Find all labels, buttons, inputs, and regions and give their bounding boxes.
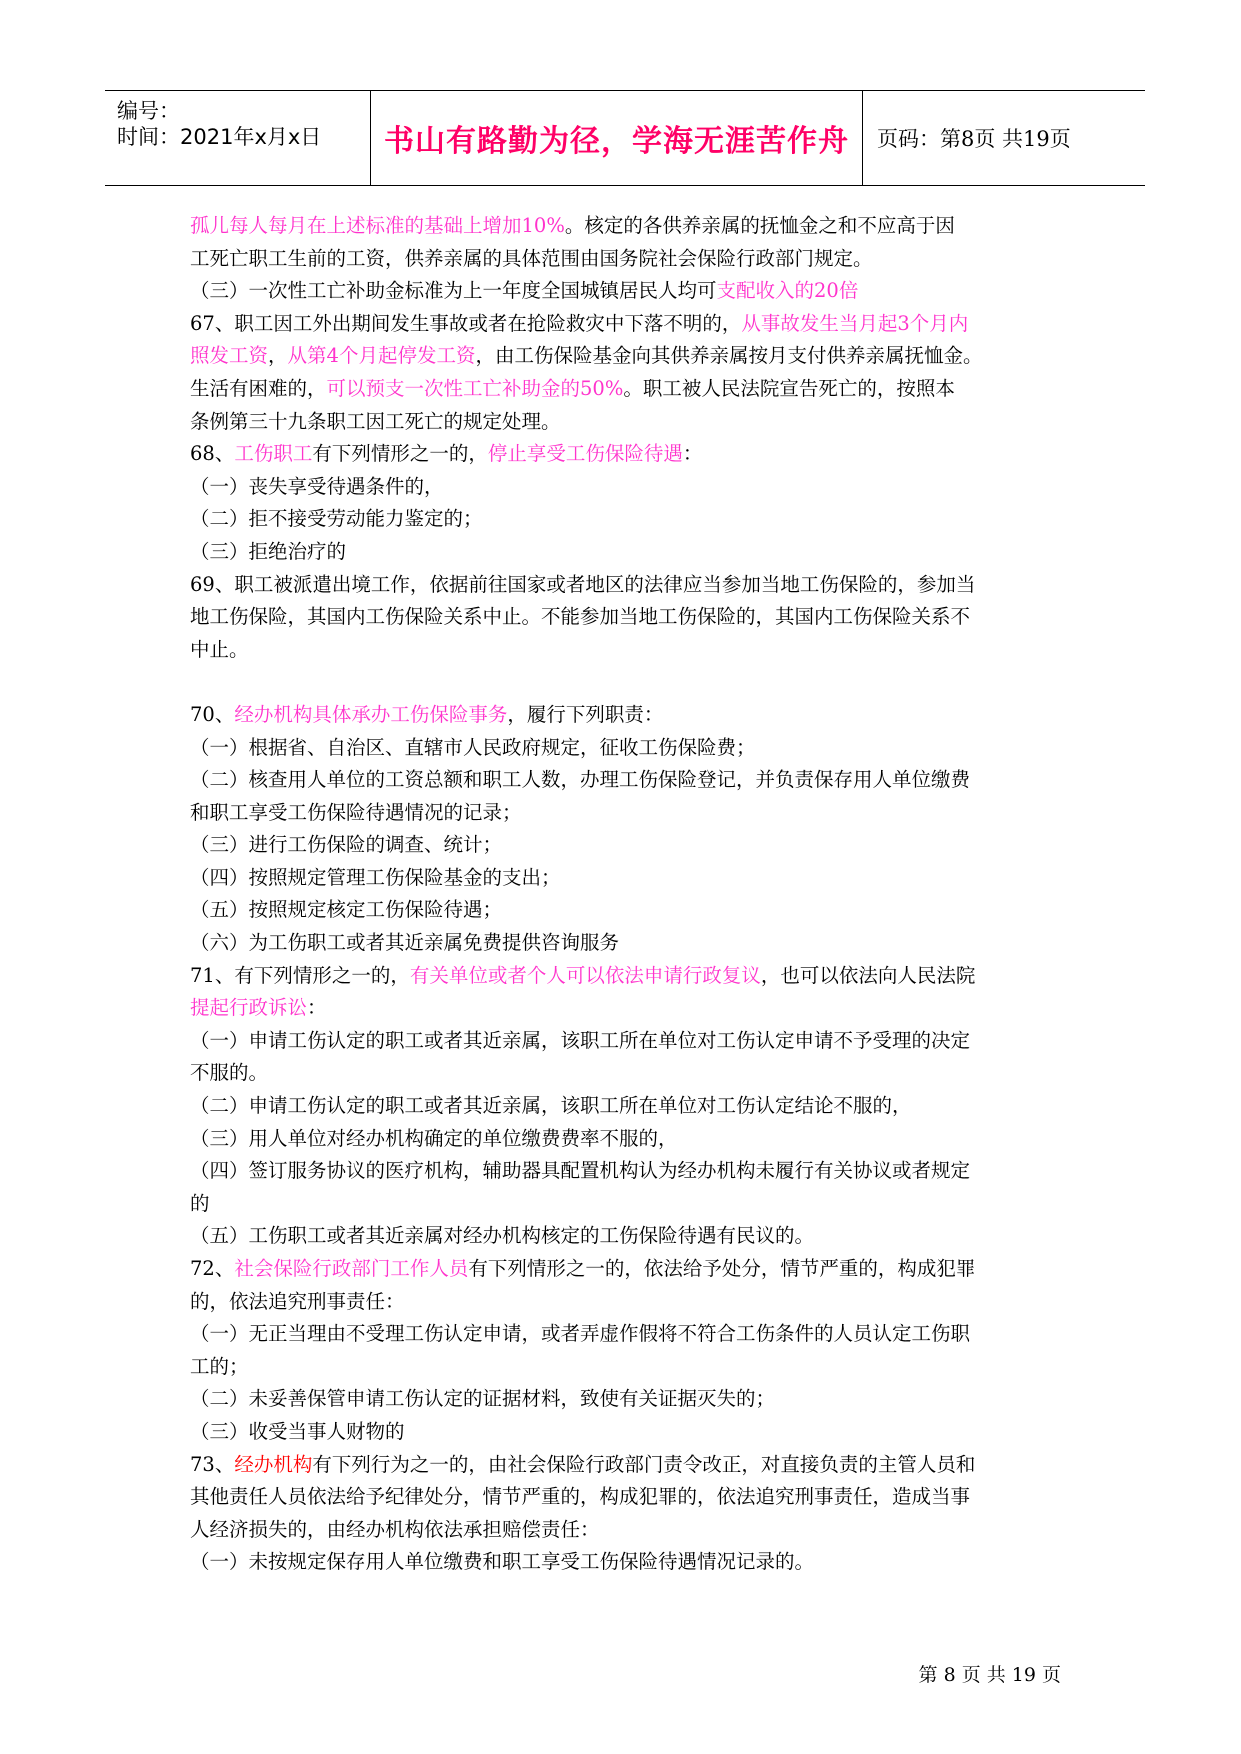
header-page-info: 页码：第8页 共19页 — [877, 127, 1071, 151]
body-text: （一）无正当理由不受理工伤认定申请，或者弄虚作假将不符合工伤条件的人员认定工伤职 — [190, 1322, 971, 1346]
text-line — [190, 1188, 1070, 1221]
body-text: （一）申请工伤认定的职工或者其近亲属，该职工所在单位对工伤认定申请不予受理的决定 — [190, 1028, 971, 1052]
text-line — [190, 373, 1070, 406]
body-text: ： — [682, 442, 703, 466]
text-line — [190, 1253, 1070, 1286]
text-line — [190, 992, 1070, 1025]
text-line — [190, 471, 1070, 504]
body-text: 。核定的各供养亲属的抚恤金之和不应高于因 — [564, 214, 955, 237]
text-line — [190, 536, 1070, 569]
body-text: （一）丧失享受待遇条件的， — [190, 474, 444, 498]
text-line — [190, 1286, 1070, 1319]
body-text: 不服的。 — [190, 1061, 269, 1085]
body-text: （三）拒绝治疗的 — [190, 539, 347, 563]
header-page-cell — [863, 91, 1145, 185]
highlighted-text: 社会保险行政部门工作人员 — [234, 1257, 469, 1280]
highlighted-text: 照发工资 — [190, 344, 269, 368]
highlighted-text: 提起行政诉讼 — [190, 996, 308, 1020]
body-text: 有下列情形之一的， — [312, 442, 488, 466]
header-motto: 书山有路勤为径，学海无涯苦作舟 — [384, 124, 849, 159]
text-line — [190, 862, 1070, 895]
highlighted-text: 可以预支一次性工亡补助金的50% — [326, 376, 624, 400]
body-text: （三）进行工伤保险的调查、统计； — [190, 833, 503, 857]
text-line — [190, 1481, 1070, 1514]
text-line — [190, 666, 1070, 699]
doc-time-label: 时间：2021年x月x日 — [117, 125, 322, 149]
body-text: （五）按照规定核定工伤保险待遇； — [190, 898, 503, 922]
document-body — [190, 210, 1070, 1579]
body-text: ， — [268, 344, 288, 368]
text-line — [190, 1416, 1070, 1449]
doc-number-label: 编号： — [117, 99, 180, 123]
text-line — [190, 797, 1070, 830]
text-line — [190, 275, 1070, 308]
text-line — [190, 1220, 1070, 1253]
text-line — [190, 243, 1070, 276]
body-text: 工的； — [190, 1354, 249, 1378]
text-line — [190, 634, 1070, 667]
body-text: （三）一次性工亡补助金标准为上一年度全国城镇居民人均可 — [190, 279, 717, 303]
body-text: 工死亡职工生前的工资，供养亲属的具体范围由国务院社会保险行政部门规定。 — [190, 246, 873, 270]
text-line — [190, 503, 1070, 536]
highlighted-text: 有关单位或者个人可以依法申请行政复议 — [409, 963, 761, 987]
text-line — [190, 699, 1070, 732]
highlighted-text: 支配收入的20倍 — [716, 279, 859, 303]
text-line — [190, 1514, 1070, 1547]
body-text: 地工伤保险，其国内工伤保险关系中止。不能参加当地工伤保险的，其国内工伤保险关系不 — [190, 605, 971, 629]
body-text: （二）申请工伤认定的职工或者其近亲属，该职工所在单位对工伤认定结论不服的， — [190, 1094, 912, 1118]
text-line — [190, 1351, 1070, 1384]
text-line — [190, 308, 1070, 341]
body-text: ，由工伤保险基金向其供养亲属按月支付供养亲属抚恤金。 — [475, 344, 983, 368]
text-line — [190, 1123, 1070, 1156]
text-line — [190, 764, 1070, 797]
text-line — [190, 569, 1070, 602]
text-line — [190, 1318, 1070, 1351]
body-text: （二）未妥善保管申请工伤认定的证据材料，致使有关证据灭失的； — [190, 1387, 776, 1411]
text-line — [190, 210, 1070, 243]
highlighted-text: 孤儿每人每月在上述标准的基础上增加10% — [190, 214, 565, 237]
body-text: 72、 — [190, 1257, 235, 1280]
body-text: 73、 — [190, 1452, 235, 1476]
text-line — [190, 1546, 1070, 1579]
text-line — [190, 1449, 1070, 1482]
body-text: （二）拒不接受劳动能力鉴定的； — [190, 507, 483, 531]
body-text: 其他责任人员依法给予纪律处分，情节严重的，构成犯罪的，依法追究刑事责任，造成当事 — [190, 1485, 971, 1509]
body-text: （四）按照规定管理工伤保险基金的支出； — [190, 865, 561, 889]
body-text: 中止。 — [190, 637, 249, 661]
text-line — [190, 1025, 1070, 1058]
text-line — [190, 1057, 1070, 1090]
body-text: 的 — [190, 1191, 210, 1215]
body-text: （四）签订服务协议的医疗机构，辅助器具配置机构认为经办机构未履行有关协议或者规定 — [190, 1159, 971, 1183]
body-text: （一）未按规定保存用人单位缴费和职工享受工伤保险待遇情况记录的。 — [190, 1550, 815, 1574]
body-text: ，履行下列职责： — [507, 702, 664, 726]
body-text: （一）根据省、自治区、直辖市人民政府规定，征收工伤保险费； — [190, 735, 756, 759]
body-text: （二）核查用人单位的工资总额和职工人数，办理工伤保险登记，并负责保存用人单位缴费 — [190, 768, 971, 792]
body-text: 67、职工因工外出期间发生事故或者在抢险救灾中下落不明的， — [190, 311, 742, 335]
text-line — [190, 960, 1070, 993]
text-line — [190, 927, 1070, 960]
highlighted-text: 从事故发生当月起3个月内 — [741, 311, 969, 335]
text-line — [190, 1090, 1070, 1123]
text-line — [190, 1155, 1070, 1188]
body-text: 69、职工被派遣出境工作，依据前往国家或者地区的法律应当参加当地工伤保险的，参加当 — [190, 572, 976, 596]
body-text: 有下列情形之一的，依法给予处分，情节严重的，构成犯罪 — [468, 1257, 976, 1280]
body-text: 人经济损失的，由经办机构依法承担赔偿责任： — [190, 1517, 600, 1541]
body-text: 70、 — [190, 702, 235, 726]
highlighted-text: 停止享受工伤保险待遇 — [487, 442, 683, 466]
body-text: （五）工伤职工或者其近亲属对经办机构核定的工伤保险待遇有民议的。 — [190, 1224, 815, 1248]
header-meta — [105, 91, 371, 185]
page-header — [105, 90, 1145, 186]
body-text: 生活有困难的， — [190, 376, 327, 400]
highlighted-text: 从第4个月起停发工资 — [287, 344, 476, 368]
body-text: （六）为工伤职工或者其近亲属免费提供咨询服务 — [190, 931, 620, 955]
highlighted-text: 经办机构具体承办工伤保险事务 — [234, 702, 508, 726]
text-line — [190, 732, 1070, 765]
text-line — [190, 829, 1070, 862]
body-text: （三）用人单位对经办机构确定的单位缴费费率不服的， — [190, 1126, 678, 1150]
highlighted-text: 经办机构 — [234, 1452, 313, 1476]
text-line — [190, 601, 1070, 634]
body-text: 的，依法追究刑事责任： — [190, 1289, 405, 1313]
page-footer: 第 8 页 共 19 页 — [918, 1664, 1061, 1686]
body-text: 68、 — [190, 442, 235, 466]
text-line — [190, 340, 1070, 373]
highlighted-text: 工伤职工 — [234, 442, 313, 466]
text-line — [190, 406, 1070, 439]
body-text: 和职工享受工伤保险待遇情况的记录； — [190, 800, 522, 824]
body-text: ： — [307, 996, 327, 1020]
body-text: 有下列行为之一的，由社会保险行政部门责令改正，对直接负责的主管人员和 — [312, 1452, 976, 1476]
body-text: 。职工被人民法院宣告死亡的，按照本 — [623, 376, 955, 400]
body-text: ，也可以依法向人民法院 — [760, 963, 976, 987]
body-text: 条例第三十九条职工因工死亡的规定处理。 — [190, 409, 561, 433]
body-text: 71、有下列情形之一的， — [190, 963, 410, 987]
body-text: （三）收受当事人财物的 — [190, 1419, 405, 1443]
text-line — [190, 1383, 1070, 1416]
header-motto-cell — [371, 91, 863, 185]
text-line — [190, 438, 1070, 471]
text-line — [190, 894, 1070, 927]
